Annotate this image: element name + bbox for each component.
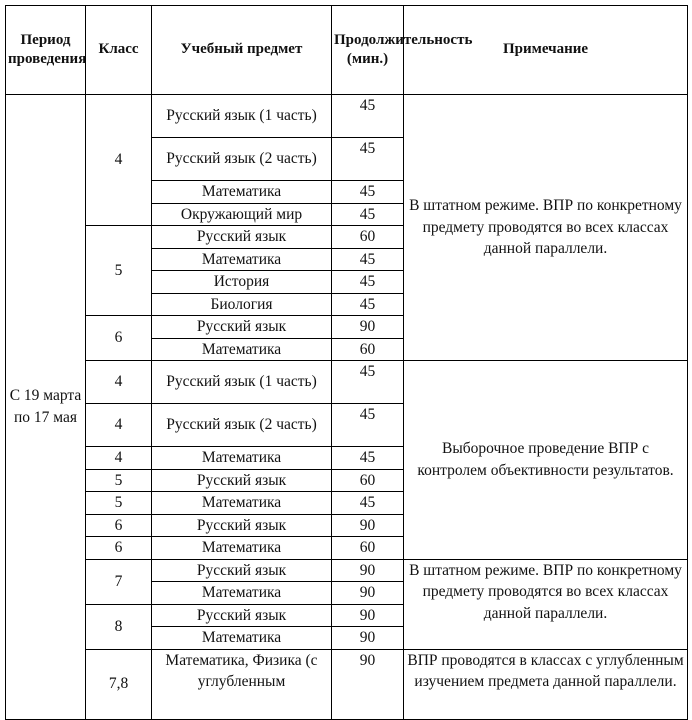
class-cell: 4 bbox=[86, 361, 152, 404]
class-cell: 4 bbox=[86, 447, 152, 470]
subject-cell: История bbox=[152, 271, 332, 294]
duration-cell: 60 bbox=[332, 226, 404, 249]
duration-cell: 45 bbox=[332, 95, 404, 138]
duration-cell: 90 bbox=[332, 514, 404, 537]
subject-cell: Русский язык (1 часть) bbox=[152, 361, 332, 404]
subject-cell: Русский язык bbox=[152, 604, 332, 627]
duration-cell: 45 bbox=[332, 447, 404, 470]
subject-cell: Математика bbox=[152, 447, 332, 470]
subject-cell: Биология bbox=[152, 293, 332, 316]
subject-cell: Математика bbox=[152, 492, 332, 515]
duration-cell: 45 bbox=[332, 361, 404, 404]
subject-cell: Математика bbox=[152, 582, 332, 605]
class-cell: 6 bbox=[86, 537, 152, 560]
class-cell: 7,8 bbox=[86, 649, 152, 719]
class-cell: 4 bbox=[86, 95, 152, 226]
duration-cell: 90 bbox=[332, 559, 404, 582]
header-period: Период проведения bbox=[6, 6, 86, 95]
subject-cell: Русский язык (2 часть) bbox=[152, 404, 332, 447]
table-row bbox=[6, 361, 688, 404]
class-cell: 5 bbox=[86, 492, 152, 515]
duration-cell: 45 bbox=[332, 492, 404, 515]
header-row bbox=[6, 6, 688, 95]
subject-cell: Математика, Физика (с углубленным bbox=[152, 649, 332, 719]
header-subject: Учебный предмет bbox=[152, 6, 332, 95]
header-duration: Продолжительность (мин.) bbox=[332, 6, 404, 95]
class-cell: 5 bbox=[86, 469, 152, 492]
subject-cell: Математика bbox=[152, 248, 332, 271]
subject-cell: Математика bbox=[152, 627, 332, 650]
subject-cell: Русский язык bbox=[152, 514, 332, 537]
duration-cell: 45 bbox=[332, 138, 404, 181]
duration-cell: 90 bbox=[332, 604, 404, 627]
vpr-schedule-table bbox=[5, 5, 688, 720]
duration-cell: 45 bbox=[332, 203, 404, 226]
duration-cell: 90 bbox=[332, 649, 404, 719]
class-cell: 6 bbox=[86, 514, 152, 537]
note-cell-regular: В штатном режиме. ВПР по конкретному предмету проводятся во всех классах данной параллели. bbox=[404, 95, 688, 361]
class-cell: 6 bbox=[86, 316, 152, 361]
table-row bbox=[6, 95, 688, 138]
note-cell-regular-2: В штатном режиме. ВПР по конкретному предмету проводятся во всех классах данной параллели. bbox=[404, 559, 688, 649]
subject-cell: Русский язык bbox=[152, 226, 332, 249]
duration-cell: 45 bbox=[332, 248, 404, 271]
subject-cell: Русский язык (2 часть) bbox=[152, 138, 332, 181]
duration-cell: 45 bbox=[332, 271, 404, 294]
class-cell: 4 bbox=[86, 404, 152, 447]
duration-cell: 60 bbox=[332, 469, 404, 492]
table-row bbox=[6, 649, 688, 719]
header-note: Примечание bbox=[404, 6, 688, 95]
duration-cell: 45 bbox=[332, 293, 404, 316]
subject-cell: Русский язык bbox=[152, 469, 332, 492]
duration-cell: 90 bbox=[332, 582, 404, 605]
duration-cell: 45 bbox=[332, 181, 404, 204]
period-cell: С 19 марта по 17 мая bbox=[6, 95, 86, 720]
duration-cell: 90 bbox=[332, 316, 404, 339]
subject-cell: Русский язык (1 часть) bbox=[152, 95, 332, 138]
subject-cell: Математика bbox=[152, 338, 332, 361]
class-cell: 7 bbox=[86, 559, 152, 604]
duration-cell: 90 bbox=[332, 627, 404, 650]
note-cell-advanced: ВПР проводятся в классах с углубленным изучением предмета данной параллели. bbox=[404, 649, 688, 719]
class-cell: 5 bbox=[86, 226, 152, 316]
subject-cell: Русский язык bbox=[152, 316, 332, 339]
duration-cell: 45 bbox=[332, 404, 404, 447]
header-class: Класс bbox=[86, 6, 152, 95]
note-cell-selective: Выборочное проведение ВПР с контролем объективности результатов. bbox=[404, 361, 688, 560]
duration-cell: 60 bbox=[332, 338, 404, 361]
subject-cell: Математика bbox=[152, 181, 332, 204]
class-cell: 8 bbox=[86, 604, 152, 649]
subject-cell: Русский язык bbox=[152, 559, 332, 582]
table-row bbox=[6, 559, 688, 582]
subject-cell: Математика bbox=[152, 537, 332, 560]
subject-cell: Окружающий мир bbox=[152, 203, 332, 226]
duration-cell: 60 bbox=[332, 537, 404, 560]
